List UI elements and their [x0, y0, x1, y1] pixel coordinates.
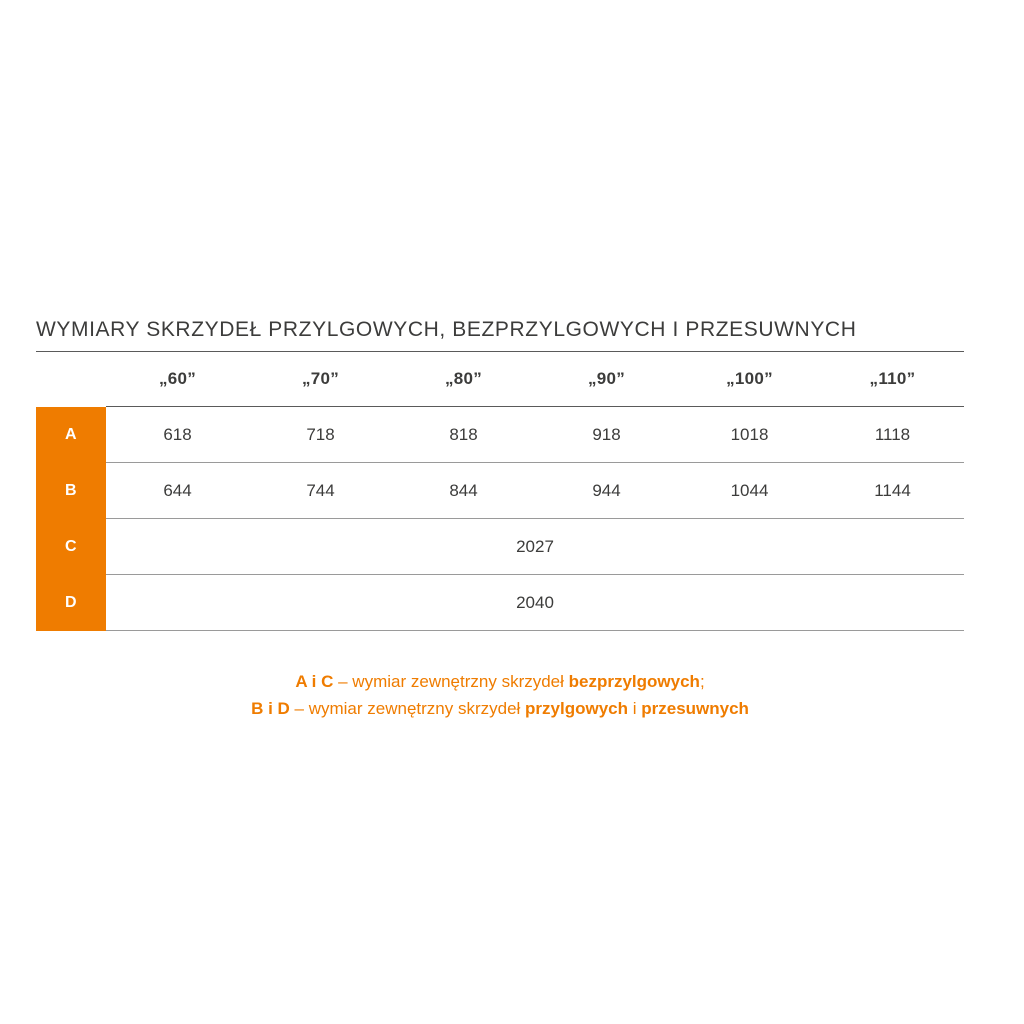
- column-header-60: „60”: [106, 352, 249, 407]
- cell-a-80: 818: [392, 407, 535, 463]
- cell-b-100: 1044: [678, 463, 821, 519]
- footnote-2-emphasis-1: przylgowych: [525, 699, 628, 718]
- footnotes: [36, 668, 964, 722]
- table-header-row: [36, 352, 964, 407]
- cell-c-all: 2027: [106, 519, 964, 575]
- column-header-90: „90”: [535, 352, 678, 407]
- table-corner-cell: [36, 352, 106, 407]
- table-row: [36, 519, 964, 575]
- footnote-2-emphasis-2: przesuwnych: [641, 699, 749, 718]
- table-header: [36, 352, 964, 407]
- column-header-100: „100”: [678, 352, 821, 407]
- footnote-line-2: [36, 695, 964, 722]
- row-label-d: D: [36, 575, 106, 631]
- column-header-80: „80”: [392, 352, 535, 407]
- cell-b-60: 644: [106, 463, 249, 519]
- column-header-70: „70”: [249, 352, 392, 407]
- page-title: WYMIARY SKRZYDEŁ PRZYLGOWYCH, BEZPRZYLGOWYCH I PRZESUWNYCH: [36, 318, 857, 341]
- row-label-c: C: [36, 519, 106, 575]
- cell-a-60: 618: [106, 407, 249, 463]
- footnote-2-keys: B i D: [251, 699, 290, 718]
- cell-a-70: 718: [249, 407, 392, 463]
- table-row: [36, 575, 964, 631]
- dimensions-table: [36, 351, 964, 631]
- footnote-1-emphasis: bezprzylgowych: [568, 672, 700, 691]
- footnote-2-conjunction: i: [628, 699, 642, 718]
- table-body: [36, 407, 964, 631]
- table-row: [36, 463, 964, 519]
- cell-b-70: 744: [249, 463, 392, 519]
- cell-a-100: 1018: [678, 407, 821, 463]
- cell-a-110: 1118: [821, 407, 964, 463]
- footnote-1-keys: A i C: [295, 672, 334, 691]
- footnote-2-text: – wymiar zewnętrzny skrzydeł: [289, 699, 526, 718]
- row-label-a: A: [36, 407, 106, 463]
- column-header-110: „110”: [821, 352, 964, 407]
- cell-b-80: 844: [392, 463, 535, 519]
- dimensions-table-block: [36, 318, 964, 631]
- cell-a-90: 918: [535, 407, 678, 463]
- footnote-line-1: [36, 668, 964, 695]
- cell-d-all: 2040: [106, 575, 964, 631]
- cell-b-90: 944: [535, 463, 678, 519]
- table-row: [36, 407, 964, 463]
- cell-b-110: 1144: [821, 463, 964, 519]
- footnote-1-tail: ;: [699, 672, 705, 691]
- footnote-1-text: – wymiar zewnętrzny skrzydeł: [333, 672, 569, 691]
- row-label-b: B: [36, 463, 106, 519]
